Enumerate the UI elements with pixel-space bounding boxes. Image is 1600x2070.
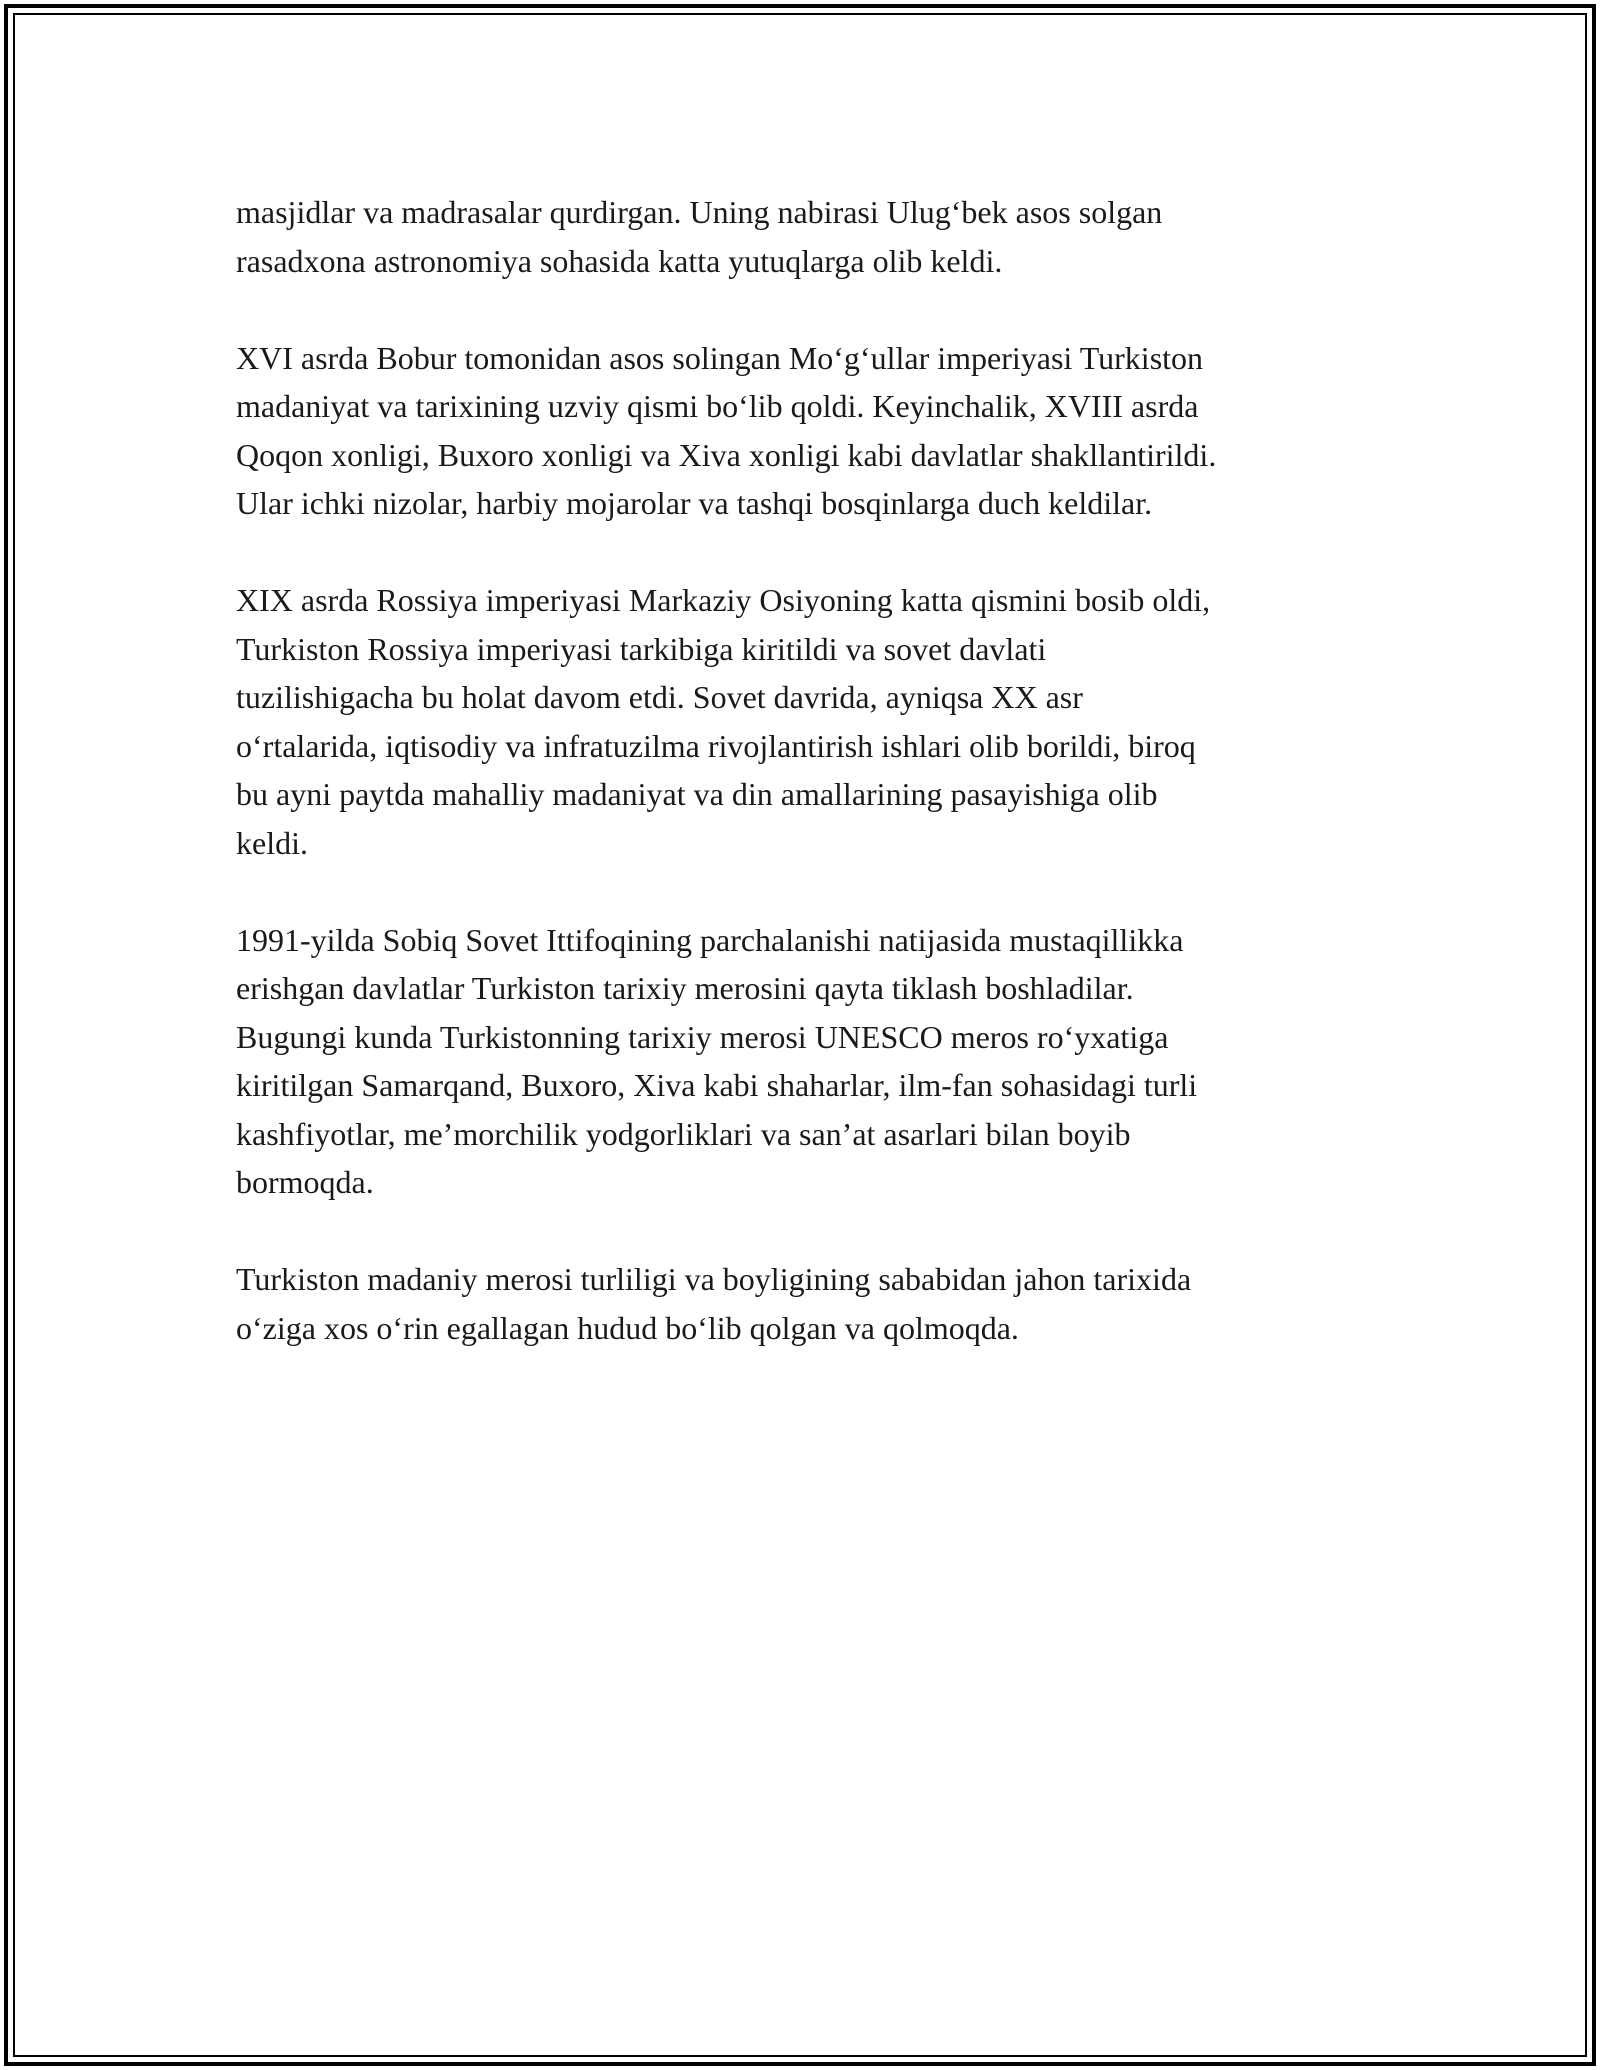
text-line: XVI asrda Bobur tomonidan asos solingan Mo‘g‘ullar imperiyasi Turkiston [236, 339, 1204, 376]
paragraph-mughal-khanates [236, 334, 1386, 528]
paragraph-russian-soviet [236, 576, 1386, 867]
text-line: rasadxona astronomiya sohasida katta yutuqlarga olib keldi. [236, 242, 1003, 279]
paragraph-conclusion [236, 1255, 1386, 1352]
paragraph-ulugbek [236, 188, 1386, 285]
text-line: masjidlar va madrasalar qurdirgan. Uning nabirasi Ulug‘bek asos solgan [236, 194, 1163, 230]
paragraph-independence [236, 916, 1386, 1207]
text-line: bu ayni paytda mahalliy madaniyat va din amallarining pasayishiga olib [236, 776, 1158, 812]
text-line: Ular ichki nizolar, harbiy mojarolar va tashqi bosqinlarga duch keldilar. [236, 485, 1153, 521]
text-line: tuzilishigacha bu holat davom etdi. Sovet davrida, ayniqsa XX asr [236, 679, 1083, 715]
text-line: Qoqon xonligi, Buxoro xonligi va Xiva xonligi kabi davlatlar shakllantirildi. [236, 436, 1217, 473]
text-line: keldi. [236, 824, 308, 861]
text-line: o‘ziga xos o‘rin egallagan hudud bo‘lib qolgan va qolmoqda. [236, 1309, 1019, 1346]
text-line: Bugungi kunda Turkistonning tarixiy merosi UNESCO meros ro‘yxatiga [236, 1018, 1169, 1055]
text-line: 1991-yilda Sobiq Sovet Ittifoqining parchalanishi natijasida mustaqillikka [236, 921, 1184, 958]
text-line: erishgan davlatlar Turkiston tarixiy merosini qayta tiklash boshladilar. [236, 970, 1134, 1006]
text-line: madaniyat va tarixining uzviy qismi bo‘lib qoldi. Keyinchalik, XVIII asrda [236, 388, 1199, 424]
text-line: bormoqda. [236, 1164, 374, 1200]
text-line: Turkiston madaniy merosi turliligi va boyligining sababidan jahon tarixida [236, 1261, 1192, 1297]
document-body [236, 188, 1386, 1401]
text-line: o‘rtalarida, iqtisodiy va infratuzilma rivojlantirish ishlari olib borildi, biroq [236, 727, 1196, 764]
text-line: Turkiston Rossiya imperiyasi tarkibiga kiritildi va sovet davlati [236, 630, 1047, 667]
text-line: kiritilgan Samarqand, Buxoro, Xiva kabi shaharlar, ilm-fan sohasidagi turli [236, 1067, 1198, 1103]
text-line: XIX asrda Rossiya imperiyasi Markaziy Osiyoning katta qismini bosib oldi, [236, 582, 1211, 618]
text-line: kashfiyotlar, me’morchilik yodgorliklari va san’at asarlari bilan boyib [236, 1115, 1131, 1152]
